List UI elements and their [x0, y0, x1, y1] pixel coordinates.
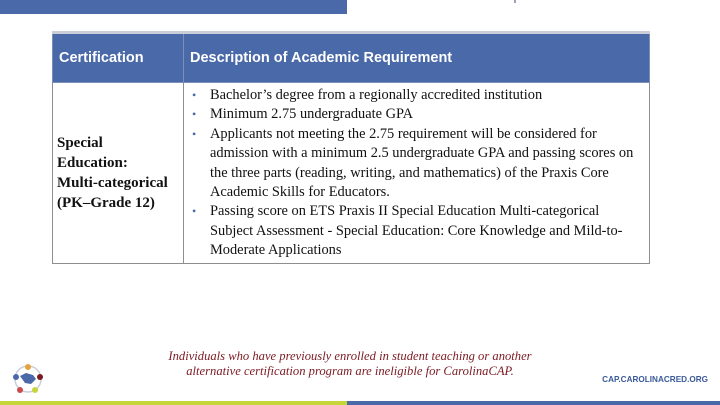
- bullet-dot-icon: •: [192, 107, 197, 122]
- certification-line: Special: [57, 134, 103, 151]
- top-tick-mark: [514, 0, 516, 3]
- bullet-dot-icon: •: [192, 126, 197, 141]
- requirement-text: Applicants not meeting the 2.75 requirement will be considered for admission with a minimum 2.5 undergraduate GPA and passing scores on the three parts (reading, writing, and mathematics) of the Praxis Core Academic Skills for Educators.: [210, 125, 634, 201]
- requirement-text: Bachelor’s degree from a regionally accredited institution: [210, 87, 543, 103]
- certification-line: (PK–Grade 12): [57, 194, 155, 211]
- requirements-table: [52, 31, 650, 264]
- requirement-text: Minimum 2.75 undergraduate GPA: [210, 106, 414, 123]
- table-header-row: [53, 33, 650, 83]
- requirements-list: [190, 86, 643, 261]
- certification-line: Education:: [57, 154, 128, 171]
- bullet-dot-icon: •: [192, 204, 197, 219]
- note-line: Individuals who have previously enrolled in student teaching or another: [168, 349, 532, 363]
- table-row: [53, 83, 650, 264]
- list-item: [190, 86, 643, 105]
- bullet-dot-icon: •: [192, 88, 197, 102]
- certification-cell: [53, 83, 184, 264]
- requirement-text: Passing score on ETS Praxis II Special Education Multi-categorical Subject Assessment - Special Education: Core Knowledge and Mild-to-Moderate Applications: [210, 203, 623, 259]
- list-item: [190, 125, 643, 203]
- ineligibility-note: [120, 349, 580, 379]
- carolinacap-logo-icon: [13, 364, 43, 394]
- top-accent-bar: [0, 0, 347, 14]
- header-description: Description of Academic Requirement: [184, 33, 650, 83]
- certification-line: Multi-categorical: [57, 174, 168, 191]
- list-item: [190, 202, 643, 260]
- website-link[interactable]: CAP.CAROLINACRED.ORG: [602, 375, 708, 384]
- bottom-accent-bar-blue: [347, 401, 720, 405]
- bottom-accent-bar-green: [0, 401, 347, 405]
- description-cell: [184, 83, 650, 264]
- header-certification: Certification: [53, 33, 184, 83]
- list-item: [190, 105, 643, 124]
- note-line: alternative certification program are ineligible for CarolinaCAP.: [186, 364, 514, 378]
